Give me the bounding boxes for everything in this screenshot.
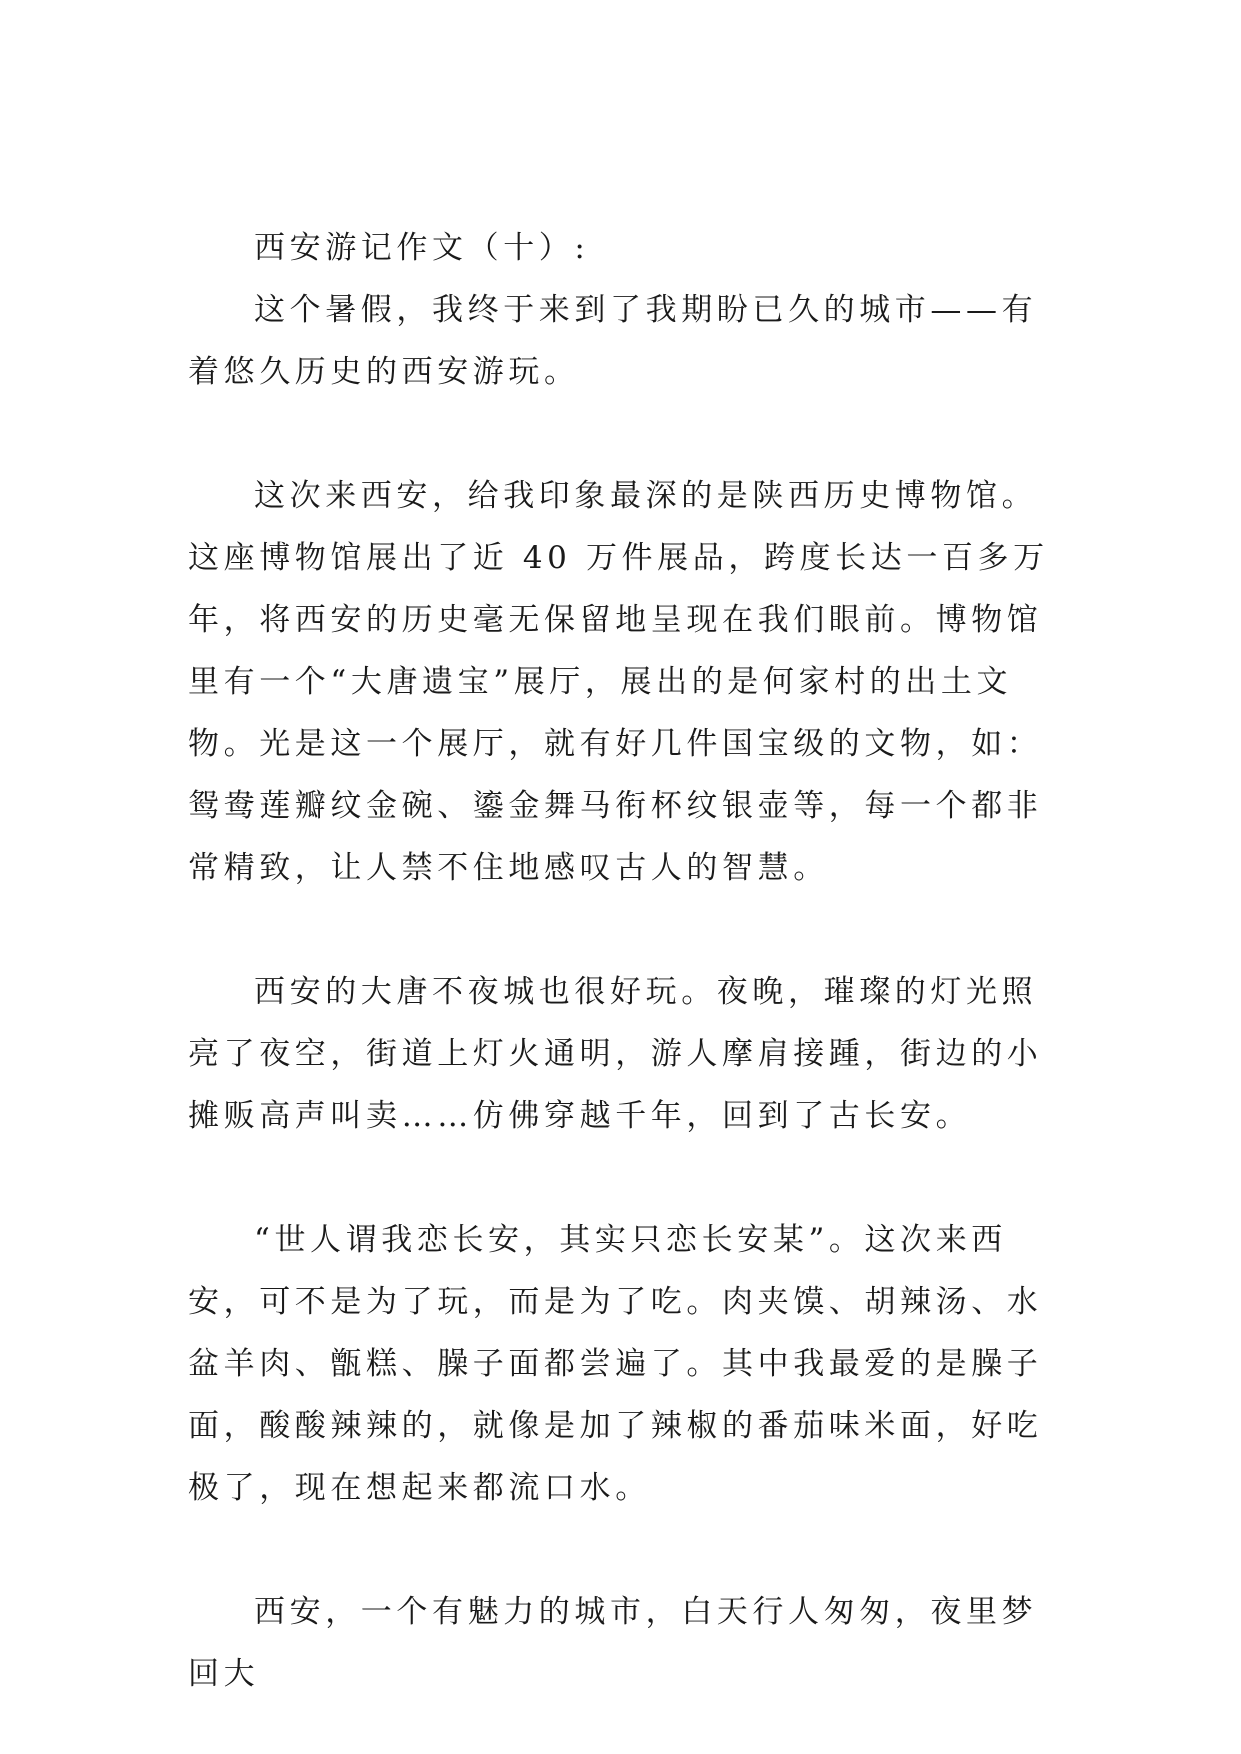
paragraph-2: 这次来西安，给我印象最深的是陕西历史博物馆。这座博物馆展出了近 40 万件展品，跨度长达一百多万年，将西安的历史毫无保留地呈现在我们眼前。博物馆里有一个“大唐遗宝”展厅，展出的是何家村的出土文物。光是这一个展厅，就有好几件国宝级的文物，如：鸳鸯莲瓣纹金碗、鎏金舞马衔杯纹银壶等，每一个都非常精致，让人禁不住地感叹古人的智慧。 [188,478,1049,886]
paragraph-5: 西安，一个有魅力的城市，白天行人匆匆，夜里梦回大 [188,1594,1038,1692]
paragraph-1: 这个暑假，我终于来到了我期盼已久的城市——有着悠久历史的西安游玩。 [188,292,1038,390]
paragraph-4: “世人谓我恋长安，其实只恋长安某”。这次来西安，可不是为了玩，而是为了吃。肉夹馍、胡辣汤、水盆羊肉、甑糕、臊子面都尝遍了。其中我最爱的是臊子面，酸酸辣辣的，就像是加了辣椒的番茄味米面，好吃极了，现在想起来都流口水。 [188,1222,1043,1506]
paragraph-3: 西安的大唐不夜城也很好玩。夜晚，璀璨的灯光照亮了夜空，街道上灯火通明，游人摩肩接踵，街边的小摊贩高声叫卖……仿佛穿越千年，回到了古长安。 [188,974,1043,1134]
paragraph-spacer [188,403,1058,465]
paragraph-spacer [188,899,1058,961]
document-body [188,217,1058,1705]
paragraph-spacer [188,1147,1058,1209]
essay-title: 西安游记作文（十）: [254,230,590,266]
paragraph-spacer [188,1519,1058,1581]
